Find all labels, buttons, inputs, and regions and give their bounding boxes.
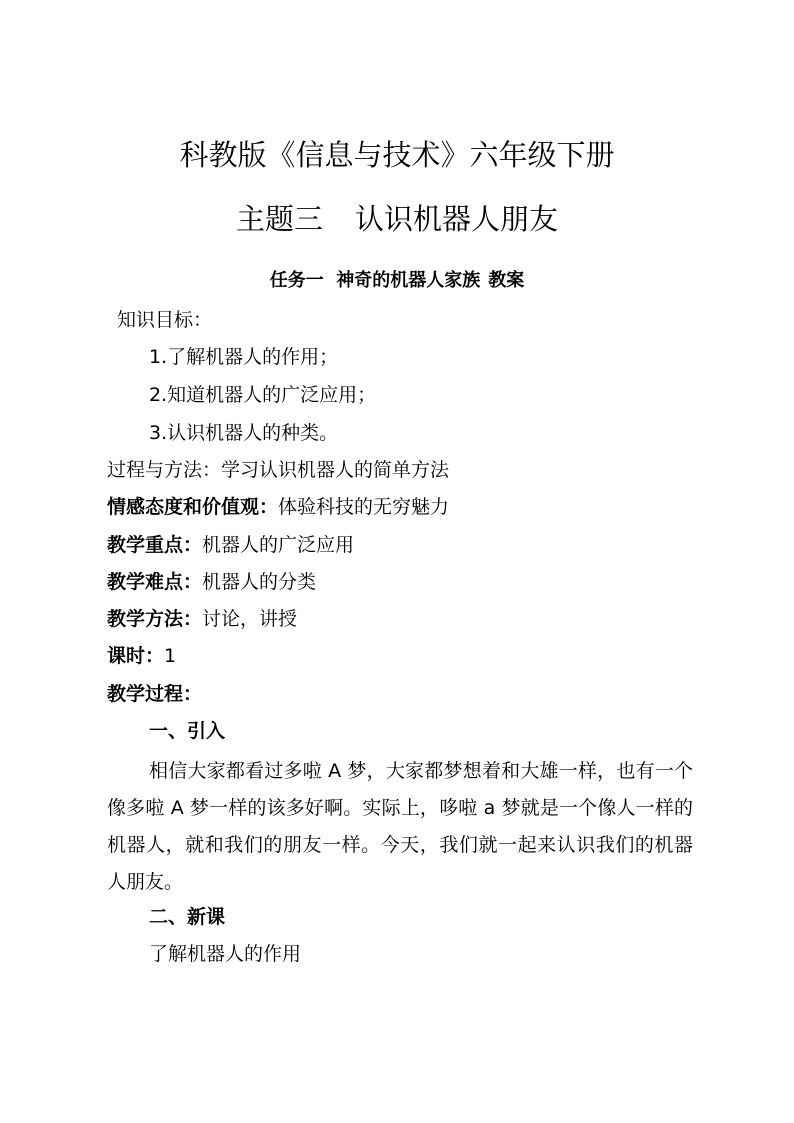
theme-number: 主题三 <box>235 202 323 236</box>
key-point-label: 教学重点： <box>107 534 203 556</box>
emotion-label: 情感态度和价值观： <box>107 496 279 518</box>
knowledge-goal-label: 知识目标： <box>117 309 213 331</box>
document-task-title <box>0 272 794 290</box>
document-theme-title <box>0 202 794 236</box>
emotion-line <box>107 498 449 517</box>
knowledge-item-1: 1.了解机器人的作用； <box>149 346 339 368</box>
task-suffix: 教案 <box>488 270 525 291</box>
method-line <box>107 610 297 629</box>
theme-name: 认识机器人朋友 <box>355 202 559 236</box>
difficult-label: 教学难点： <box>107 571 203 593</box>
method-label: 教学方法： <box>107 608 203 630</box>
hours-label: 课时： <box>107 645 165 667</box>
difficult-value: 机器人的分类 <box>202 571 317 593</box>
document-main-title: 科教版《信息与技术》六年级下册 <box>179 138 615 172</box>
hours-value: 1 <box>164 645 177 667</box>
section2-line: 了解机器人的作用 <box>149 943 302 965</box>
section1-paragraph: 相信大家都看过多啦 A 梦，大家都梦想着和大雄一样，也有一个像多啦 A 梦一样的该多好啊。实际上，哆啦 a 梦就是一个像人一样的机器人，就和我们的朋友一样。今天，我们就一起来认识我们的机器人朋友。 <box>107 760 693 893</box>
key-point-value: 机器人的广泛应用 <box>202 534 355 556</box>
knowledge-item-2: 2.知道机器人的广泛应用； <box>149 384 377 406</box>
hours-line <box>107 647 176 666</box>
key-point-line <box>107 536 354 555</box>
emotion-value: 体验科技的无穷魅力 <box>278 496 450 518</box>
section2-heading: 二、新课 <box>149 906 226 928</box>
difficult-line <box>107 573 316 592</box>
knowledge-item-3: 3.认识机器人的种类。 <box>149 422 339 444</box>
process-method-line: 过程与方法：学习认识机器人的简单方法 <box>107 459 450 481</box>
section1-heading: 一、引入 <box>149 720 226 742</box>
task-name: 任务一 神奇的机器人家族 <box>269 270 481 291</box>
process-label: 教学过程： <box>107 683 203 705</box>
method-value: 讨论，讲授 <box>202 608 298 630</box>
